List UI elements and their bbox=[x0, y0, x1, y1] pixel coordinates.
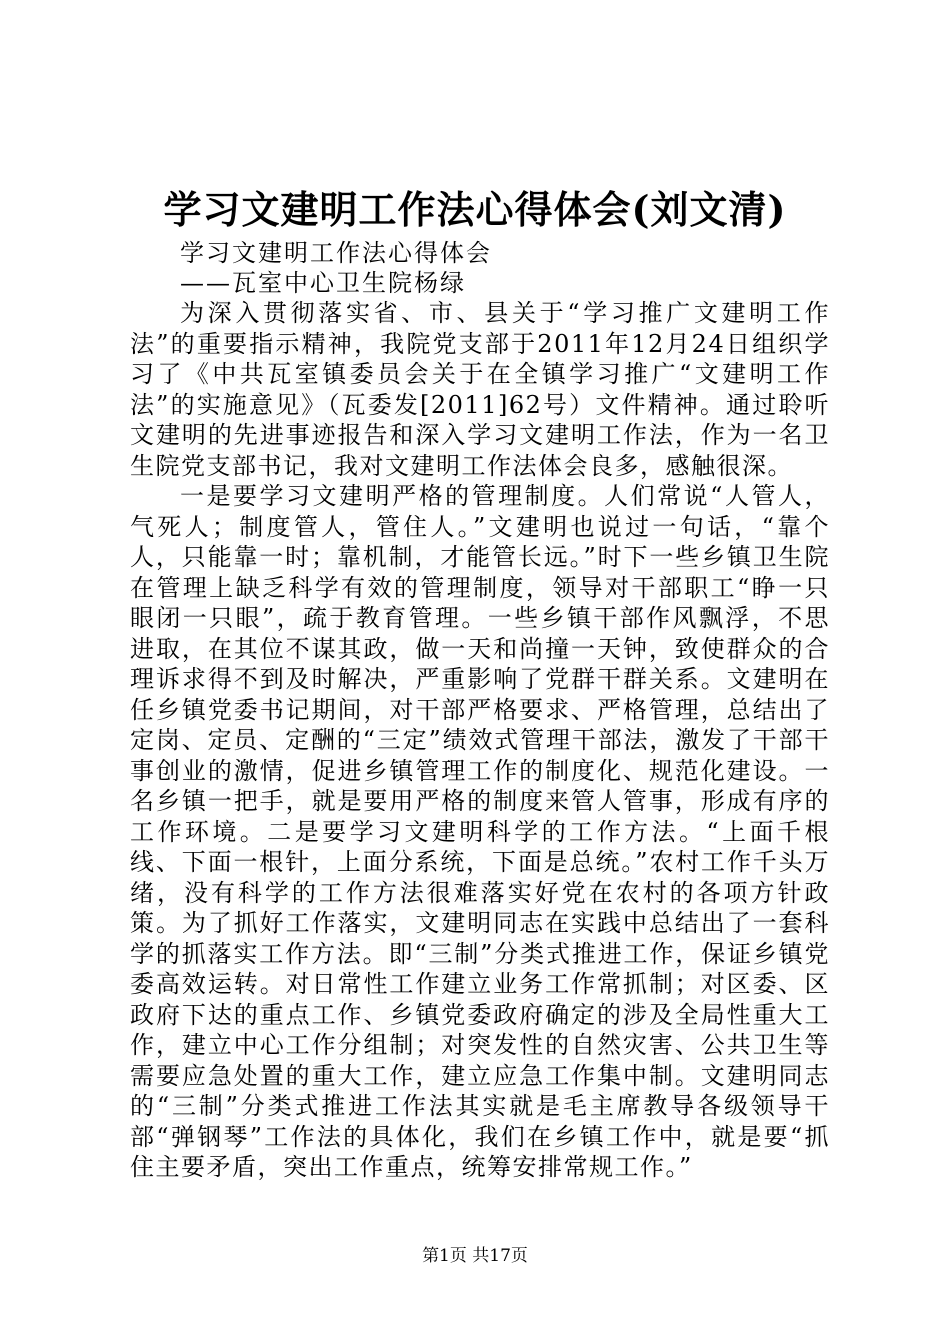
document-body bbox=[130, 298, 830, 1183]
document-subtitle: 学习文建明工作法心得体会 bbox=[180, 239, 492, 267]
paragraph: 为深入贯彻落实省、市、县关于“学习推广文建明工作法”的重要指示精神，我院党支部于2011年12月24日组织学习了《中共瓦室镇委员会关于在全镇学习推广“文建明工作法”的实施意见》（瓦委发[2011]62号）文件精神。通过聆听文建明的先进事迹报告和深入学习文建明工作法，作为一名卫生院党支部书记，我对文建明工作法体会良多，感触很深。 bbox=[130, 299, 830, 480]
document-title: 学习文建明工作法心得体会(刘文清) bbox=[163, 187, 787, 232]
author-line: ——瓦室中心卫生院杨绿 bbox=[180, 269, 466, 297]
paragraph: 一是要学习文建明严格的管理制度。人们常说“人管人，气死人；制度管人，管住人。”文建明也说过一句话，“靠个人，只能靠一时；靠机制，才能管长远。”时下一些乡镇卫生院在管理上缺乏科学有效的管理制度，领导对干部职工“睁一只眼闭一只眼”，疏于教育管理。一些乡镇干部作风飘浮，不思进取，在其位不谋其政，做一天和尚撞一天钟，致使群众的合理诉求得不到及时解决，严重影响了党群干群关系。文建明在任乡镇党委书记期间，对干部严格要求、严格管理，总结出了定岗、定员、定酬的“三定”绩效式管理干部法，激发了干部干事创业的激情，促进乡镇管理工作的制度化、规范化建设。一名乡镇一把手，就是要用严格的制度来管人管事，形成有序的工作环境。二是要学习文建明科学的工作方法。“上面千根线、下面一根针，上面分系统，下面是总统。”农村工作千头万绪，没有科学的工作方法很难落实好党在农村的各项方针政策。为了抓好工作落实，文建明同志在实践中总结出了一套科学的抓落实工作方法。即“三制”分类式推进工作，保证乡镇党委高效运转。对日常性工作建立业务工作常抓制；对区委、区政府下达的重点工作、乡镇党委政府确定的涉及全局性重大工作，建立中心工作分组制；对突发性的自然灾害、公共卫生等需要应急处置的重大工作，建立应急工作集中制。文建明同志的“三制”分类式推进工作法其实就是毛主席教导各级领导干部“弹钢琴”工作法的具体化，我们在乡镇工作中，就是要“抓住主要矛盾，突出工作重点，统筹安排常规工作。” bbox=[130, 482, 830, 1181]
page-indicator: 第1页 共17页 bbox=[422, 1246, 528, 1266]
